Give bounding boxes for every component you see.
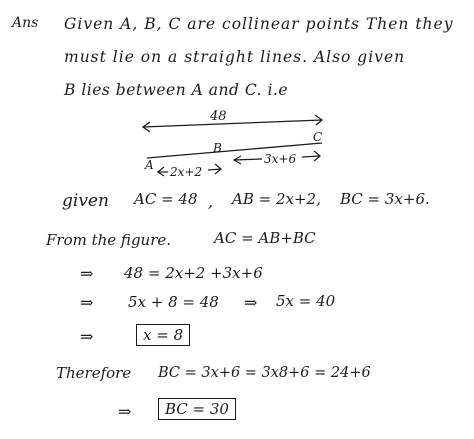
final-answer-boxed: BC = 30 xyxy=(158,398,236,420)
given-separator: , xyxy=(208,192,214,211)
x-value-boxed: x = 8 xyxy=(136,324,190,346)
implies-arrow-2: ⇒ xyxy=(80,293,94,312)
total-length-label: 48 xyxy=(210,109,227,124)
intro-line-3: B lies between A and C. i.e xyxy=(64,81,289,99)
implies-arrow-3: ⇒ xyxy=(80,327,94,346)
from-figure-text: From the figure. xyxy=(46,231,172,249)
implies-arrow-1: ⇒ xyxy=(80,264,94,283)
implies-arrow-4: ⇒ xyxy=(118,402,132,421)
step-2-equation: 5x + 8 = 48 xyxy=(128,293,219,311)
bc-length-label: 3x+6 xyxy=(264,152,297,166)
step-1-equation: 48 = 2x+2 +3x+6 xyxy=(124,264,263,282)
intro-line-2: must lie on a straight lines. Also given xyxy=(64,48,406,66)
given-ab: AB = 2x+2, xyxy=(232,190,321,208)
segment-addition-relation: AC = AB+BC xyxy=(214,229,316,247)
answer-label: Ans xyxy=(12,15,39,31)
therefore-text: Therefore xyxy=(56,364,132,382)
intro-line-1: Given A, B, C are collinear points Then they xyxy=(64,15,454,33)
bc-calculation: BC = 3x+6 = 3x8+6 = 24+6 xyxy=(158,365,371,381)
given-word: given xyxy=(62,191,109,211)
step-2b-equation: 5x = 40 xyxy=(276,292,336,310)
point-b-label: B xyxy=(213,141,222,155)
given-ac: AC = 48 xyxy=(134,190,198,208)
point-c-label: C xyxy=(313,130,323,144)
given-bc: BC = 3x+6. xyxy=(340,190,430,208)
total-length-arrow xyxy=(143,115,322,132)
implies-arrow-2b: ⇒ xyxy=(244,293,258,312)
ab-length-label: 2x+2 xyxy=(170,165,203,179)
point-a-label: A xyxy=(145,158,154,172)
